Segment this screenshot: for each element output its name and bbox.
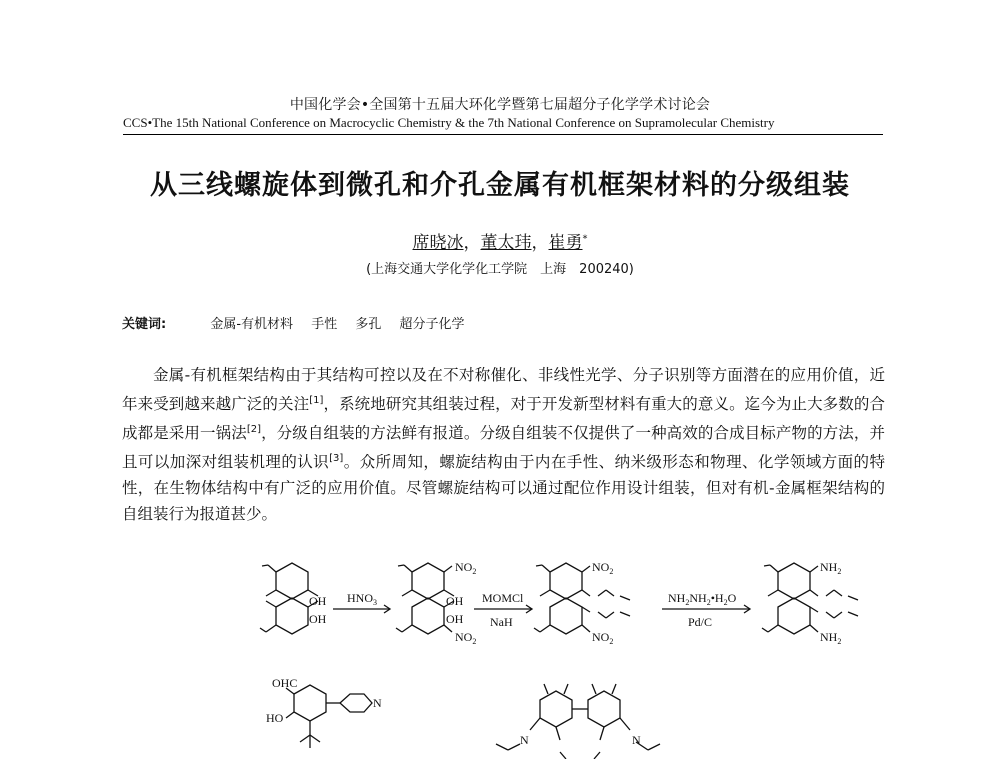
paper-title: 从三线螺旋体到微孔和介孔金属有机框架材料的分级组装 [150, 170, 850, 201]
no2-label: $NO_2$ [592, 560, 614, 576]
keywords-line [122, 313, 479, 332]
conference-title-en: CCS•The 15th National Conference on Macrocyclic Chemistry & the 7th National Conference on Supramolecular Chemistry [123, 115, 883, 135]
reagent-momcl: MOMCl [482, 591, 524, 605]
no2-label: $NO_2$ [455, 560, 477, 576]
oh-label: OH [309, 594, 327, 608]
corresponding-author-name: 崔勇 [548, 233, 583, 253]
reagent-hydrazine: $NH_2NH_2•H_2O$ [668, 591, 737, 607]
bis-schiff-base-molecule [496, 684, 660, 759]
imine-n-label: N [520, 733, 529, 747]
reagent-nah: NaH [490, 615, 513, 629]
body-paragraph [122, 362, 885, 527]
keyword: 金属-有机材料 [210, 317, 294, 332]
affiliation: (上海交通大学化学化工学院 上海 200240) [366, 262, 634, 277]
no2-label: $NO_2$ [592, 630, 614, 646]
synthesis-scheme [0, 540, 1000, 759]
body-text: 金属-有机框架结构由于其结构可控以及在不对称催化、非线性光学、分子识别等方面潜在的应用价值，近年来受到越来越广泛的关注 [122, 366, 885, 414]
imine-n-label: N [632, 733, 641, 747]
oh-label: OH [309, 612, 327, 626]
reagent-hno3: $HNO_3$ [347, 591, 377, 607]
body-text: ，系统地研究其组装过程，对于开发新型材料有重大的意义。迄今为止大多数的合成都是采用一锅法 [122, 395, 885, 443]
body-text: ，分级自组装的方法鲜有报道。分级自组装不仅提供了一种高效的合成目标产物的方法，并且可以加深对组装机理的认识 [122, 424, 885, 472]
keyword: 超分子化学 [399, 317, 465, 332]
keyword: 多孔 [355, 317, 382, 332]
salicylaldehyde-pyridine-molecule [286, 685, 372, 748]
citation-ref[interactable]: [1] [309, 395, 324, 406]
author-name: 席晓冰 [412, 233, 464, 253]
author-separator: ， [531, 233, 549, 253]
mom-protected-molecule [534, 563, 630, 634]
citation-ref[interactable]: [2] [246, 424, 261, 436]
corresponding-author-mark: * [582, 233, 588, 245]
ohc-label: OHC [272, 676, 298, 690]
author-list [0, 228, 1000, 253]
citation-ref[interactable]: [3] [329, 453, 344, 465]
nh2-label: $NH_2$ [820, 630, 842, 646]
author-separator: ， [463, 233, 481, 253]
diamine-molecule [762, 563, 858, 634]
body-text: 。众所周知，螺旋结构由于内在手性、纳米级形态和物理、化学领域方面的特性，在生物体结构中有广泛的应用价值。尽管螺旋结构可以通过配位作用设计组装，但对有机-金属框架结构的自组装行为报道甚少。 [122, 453, 885, 524]
no2-label: $NO_2$ [455, 630, 477, 646]
author-name: 董太玮 [480, 233, 532, 253]
conference-title-cn: 中国化学会•全国第十五届大环化学暨第七届超分子化学学术讨论会 [289, 97, 711, 113]
keywords-label: 关键词: [122, 317, 167, 332]
nh2-label: $NH_2$ [820, 560, 842, 576]
keyword: 手性 [311, 317, 338, 332]
ho-label: HO [266, 711, 284, 725]
oh-label: OH [446, 594, 464, 608]
pyridine-n-label: N [373, 696, 382, 710]
oh-label: OH [446, 612, 464, 626]
reagent-pdc: Pd/C [688, 615, 713, 629]
